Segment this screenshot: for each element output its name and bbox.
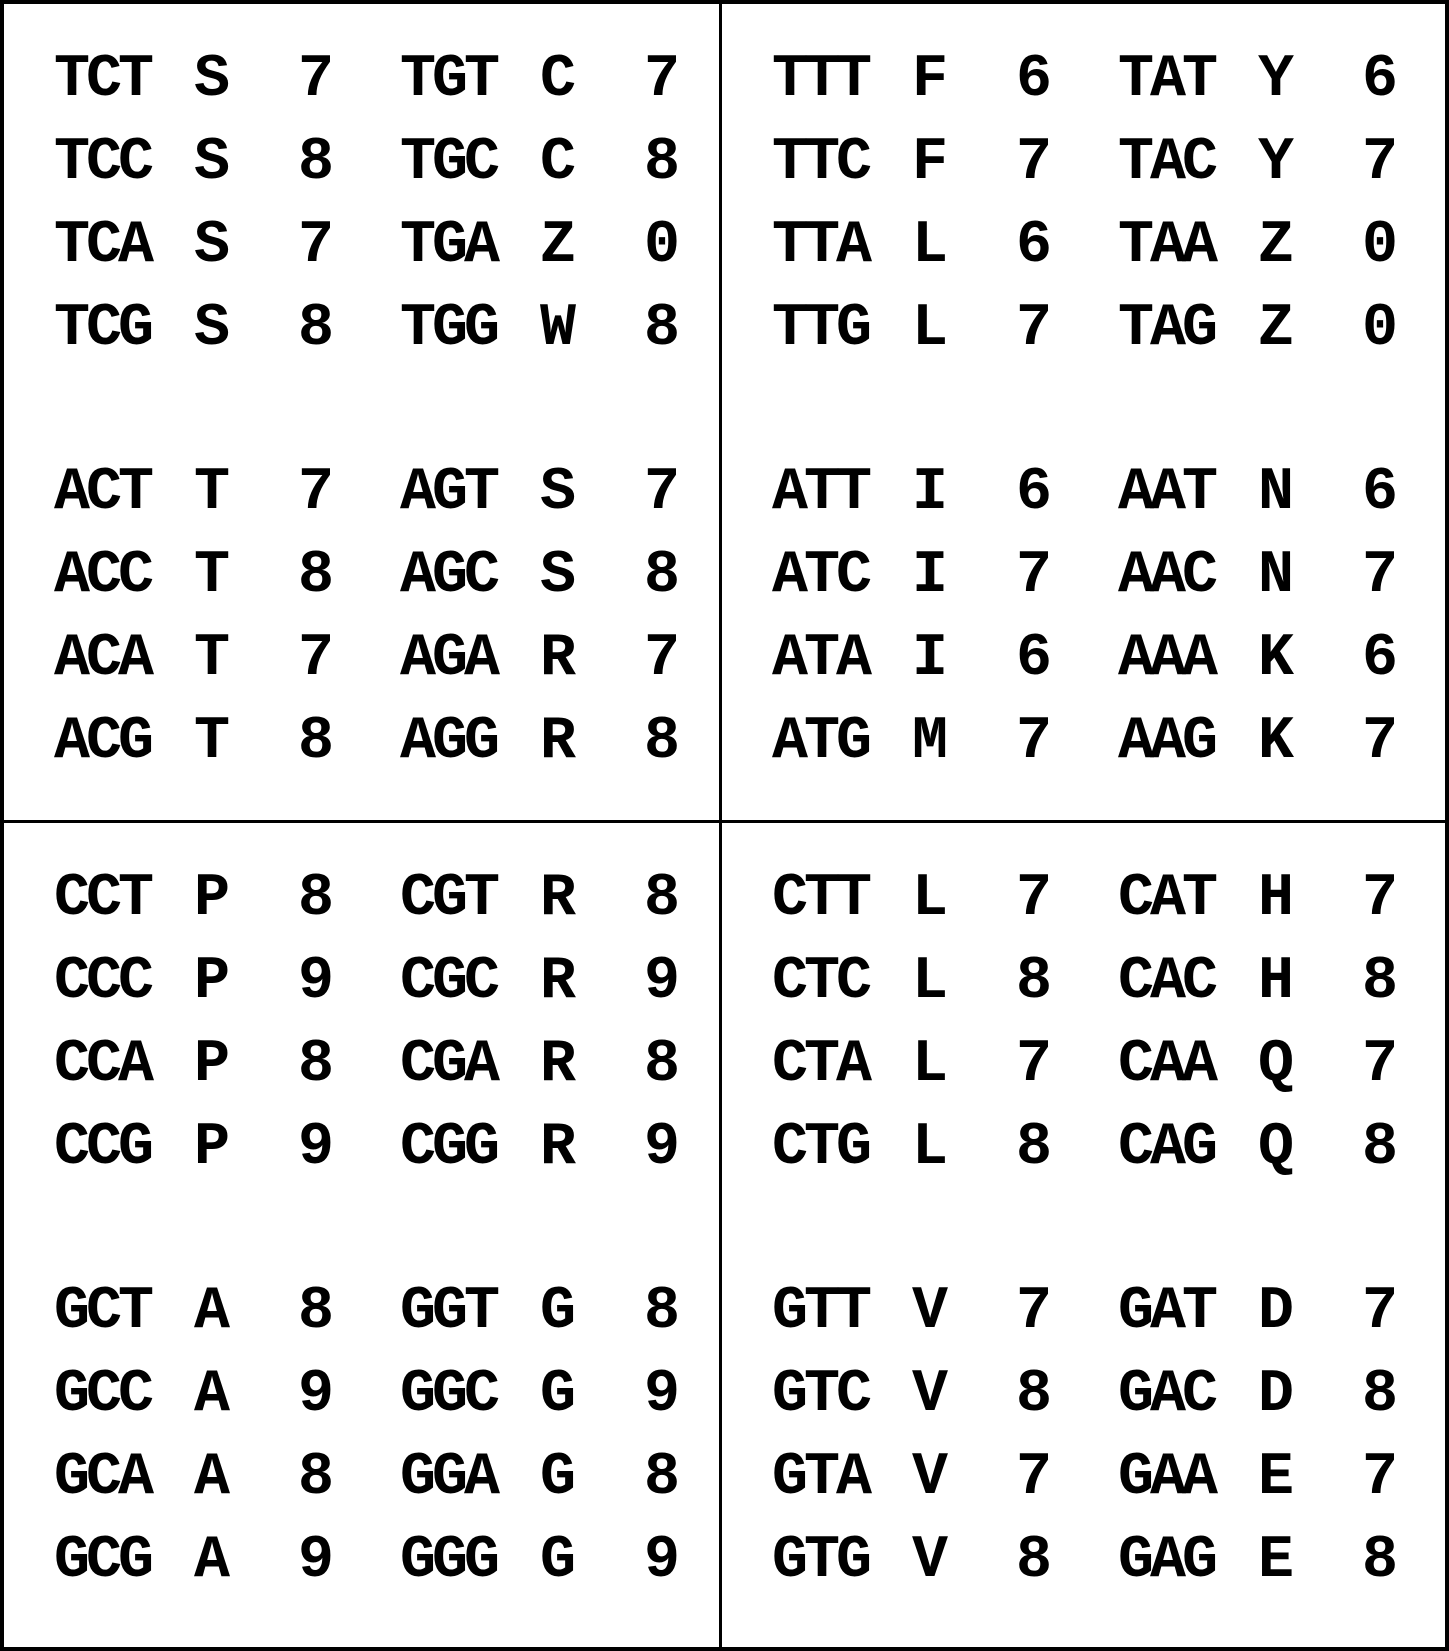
table-row: [4, 1271, 714, 1354]
codon-cell: CGC: [400, 948, 497, 1016]
value-cell: 8: [298, 1031, 335, 1099]
amino-acid-cell: V: [912, 1361, 949, 1429]
codon-cell: TTC: [772, 129, 869, 197]
value-cell: 7: [1016, 708, 1053, 776]
codon-cell: GAC: [1118, 1361, 1215, 1429]
amino-acid-cell: Y: [1258, 129, 1295, 197]
amino-acid-cell: I: [912, 459, 949, 527]
codon-cell: TGC: [400, 129, 497, 197]
codon-cell: CAT: [1118, 865, 1215, 933]
table-row: [722, 1520, 1432, 1603]
amino-acid-cell: P: [194, 1114, 231, 1182]
value-cell: 8: [644, 129, 681, 197]
amino-acid-cell: V: [912, 1527, 949, 1595]
value-cell: 7: [1362, 1031, 1399, 1099]
value-cell: 9: [298, 1361, 335, 1429]
value-cell: 7: [1016, 295, 1053, 363]
value-cell: 6: [1362, 625, 1399, 693]
value-cell: 7: [298, 212, 335, 280]
value-cell: 8: [1362, 1527, 1399, 1595]
table-row: [722, 1107, 1432, 1190]
amino-acid-cell: C: [540, 129, 577, 197]
value-cell: 6: [1016, 459, 1053, 527]
value-cell: 7: [298, 625, 335, 693]
codon-block: [4, 452, 714, 784]
codon-cell: GAG: [1118, 1527, 1215, 1595]
value-cell: 8: [298, 1278, 335, 1346]
codon-cell: TCC: [54, 129, 151, 197]
codon-cell: AAA: [1118, 625, 1215, 693]
amino-acid-cell: C: [540, 46, 577, 114]
value-cell: 7: [1362, 708, 1399, 776]
amino-acid-cell: T: [194, 625, 231, 693]
value-cell: 9: [298, 948, 335, 1016]
amino-acid-cell: L: [912, 295, 949, 363]
value-cell: 7: [1016, 542, 1053, 610]
value-cell: 7: [644, 459, 681, 527]
table-row: [4, 535, 714, 618]
table-row: [4, 941, 714, 1024]
amino-acid-cell: N: [1258, 542, 1295, 610]
amino-acid-cell: G: [540, 1278, 577, 1346]
codon-cell: ACT: [54, 459, 151, 527]
codon-cell: CCC: [54, 948, 151, 1016]
value-cell: 8: [644, 1278, 681, 1346]
value-cell: 8: [644, 1444, 681, 1512]
amino-acid-cell: D: [1258, 1361, 1295, 1429]
value-cell: 8: [644, 708, 681, 776]
value-cell: 7: [1362, 1278, 1399, 1346]
amino-acid-cell: S: [194, 212, 231, 280]
amino-acid-cell: R: [540, 1114, 577, 1182]
quadrant-top-right: [722, 4, 1432, 814]
amino-acid-cell: I: [912, 542, 949, 610]
amino-acid-cell: I: [912, 625, 949, 693]
codon-cell: TAC: [1118, 129, 1215, 197]
amino-acid-cell: Y: [1258, 46, 1295, 114]
value-cell: 7: [1016, 1278, 1053, 1346]
amino-acid-cell: S: [540, 542, 577, 610]
value-cell: 8: [298, 295, 335, 363]
value-cell: 7: [1016, 1444, 1053, 1512]
amino-acid-cell: R: [540, 948, 577, 1016]
table-row: [4, 1437, 714, 1520]
table-row: [722, 39, 1432, 122]
codon-cell: TCA: [54, 212, 151, 280]
amino-acid-cell: K: [1258, 708, 1295, 776]
value-cell: 8: [1016, 1361, 1053, 1429]
table-row: [722, 858, 1432, 941]
codon-cell: ATT: [772, 459, 869, 527]
table-row: [4, 1354, 714, 1437]
codon-cell: TGT: [400, 46, 497, 114]
amino-acid-cell: L: [912, 212, 949, 280]
amino-acid-cell: G: [540, 1527, 577, 1595]
value-cell: 8: [1016, 1527, 1053, 1595]
value-cell: 6: [1362, 46, 1399, 114]
codon-cell: TTT: [772, 46, 869, 114]
value-cell: 8: [298, 708, 335, 776]
amino-acid-cell: P: [194, 1031, 231, 1099]
value-cell: 8: [298, 542, 335, 610]
table-row: [4, 452, 714, 535]
table-row: [722, 288, 1432, 371]
amino-acid-cell: K: [1258, 625, 1295, 693]
value-cell: 7: [644, 46, 681, 114]
table-row: [722, 701, 1432, 784]
value-cell: 8: [1016, 1114, 1053, 1182]
codon-cell: GTA: [772, 1444, 869, 1512]
amino-acid-cell: S: [540, 459, 577, 527]
codon-cell: GGT: [400, 1278, 497, 1346]
table-row: [722, 452, 1432, 535]
codon-block: [722, 39, 1432, 371]
amino-acid-cell: R: [540, 708, 577, 776]
amino-acid-cell: Z: [1258, 295, 1295, 363]
value-cell: 9: [298, 1114, 335, 1182]
codon-cell: CGA: [400, 1031, 497, 1099]
codon-cell: TAA: [1118, 212, 1215, 280]
codon-cell: GTG: [772, 1527, 869, 1595]
codon-cell: GGG: [400, 1527, 497, 1595]
value-cell: 8: [1362, 1114, 1399, 1182]
codon-cell: AGG: [400, 708, 497, 776]
amino-acid-cell: L: [912, 865, 949, 933]
codon-block: [4, 858, 714, 1190]
value-cell: 6: [1016, 46, 1053, 114]
table-row: [722, 122, 1432, 205]
codon-cell: GCC: [54, 1361, 151, 1429]
table-row: [722, 205, 1432, 288]
value-cell: 7: [1016, 1031, 1053, 1099]
codon-cell: AGA: [400, 625, 497, 693]
value-cell: 7: [1362, 865, 1399, 933]
table-row: [722, 1437, 1432, 1520]
quadrant-top-left: [4, 4, 714, 814]
amino-acid-cell: P: [194, 865, 231, 933]
amino-acid-cell: A: [194, 1361, 231, 1429]
table-row: [722, 535, 1432, 618]
codon-cell: GTT: [772, 1278, 869, 1346]
table-row: [4, 1024, 714, 1107]
codon-cell: AGT: [400, 459, 497, 527]
value-cell: 0: [644, 212, 681, 280]
table-row: [722, 618, 1432, 701]
table-row: [722, 1271, 1432, 1354]
amino-acid-cell: Q: [1258, 1031, 1295, 1099]
value-cell: 7: [1362, 1444, 1399, 1512]
amino-acid-cell: A: [194, 1278, 231, 1346]
value-cell: 9: [644, 1527, 681, 1595]
amino-acid-cell: H: [1258, 948, 1295, 1016]
codon-cell: TCT: [54, 46, 151, 114]
codon-block: [4, 39, 714, 371]
table-row: [4, 1107, 714, 1190]
codon-cell: AAC: [1118, 542, 1215, 610]
amino-acid-cell: R: [540, 1031, 577, 1099]
value-cell: 7: [644, 625, 681, 693]
codon-cell: TTG: [772, 295, 869, 363]
amino-acid-cell: V: [912, 1278, 949, 1346]
codon-cell: GAA: [1118, 1444, 1215, 1512]
value-cell: 9: [644, 1361, 681, 1429]
codon-cell: CGG: [400, 1114, 497, 1182]
amino-acid-cell: G: [540, 1444, 577, 1512]
codon-cell: CGT: [400, 865, 497, 933]
amino-acid-cell: E: [1258, 1527, 1295, 1595]
amino-acid-cell: L: [912, 948, 949, 1016]
amino-acid-cell: T: [194, 708, 231, 776]
value-cell: 6: [1362, 459, 1399, 527]
codon-cell: ACC: [54, 542, 151, 610]
codon-cell: GAT: [1118, 1278, 1215, 1346]
table-row: [4, 701, 714, 784]
codon-cell: AGC: [400, 542, 497, 610]
amino-acid-cell: P: [194, 948, 231, 1016]
codon-cell: TAT: [1118, 46, 1215, 114]
amino-acid-cell: L: [912, 1114, 949, 1182]
codon-cell: GCG: [54, 1527, 151, 1595]
codon-block: [722, 452, 1432, 784]
codon-cell: GGA: [400, 1444, 497, 1512]
codon-cell: ACA: [54, 625, 151, 693]
codon-block: [722, 1271, 1432, 1603]
codon-block: [722, 858, 1432, 1190]
value-cell: 8: [644, 1031, 681, 1099]
codon-cell: ATC: [772, 542, 869, 610]
amino-acid-cell: G: [540, 1361, 577, 1429]
amino-acid-cell: F: [912, 46, 949, 114]
codon-cell: GCA: [54, 1444, 151, 1512]
table-row: [722, 1354, 1432, 1437]
table-row: [4, 39, 714, 122]
codon-cell: CTT: [772, 865, 869, 933]
codon-cell: CAA: [1118, 1031, 1215, 1099]
amino-acid-cell: N: [1258, 459, 1295, 527]
value-cell: 8: [644, 542, 681, 610]
table-row: [4, 858, 714, 941]
value-cell: 9: [644, 1114, 681, 1182]
value-cell: 8: [298, 129, 335, 197]
quadrant-bottom-left: [4, 823, 714, 1633]
value-cell: 6: [1016, 625, 1053, 693]
codon-cell: GGC: [400, 1361, 497, 1429]
amino-acid-cell: D: [1258, 1278, 1295, 1346]
codon-cell: CTG: [772, 1114, 869, 1182]
codon-cell: ATA: [772, 625, 869, 693]
codon-cell: TAG: [1118, 295, 1215, 363]
amino-acid-cell: A: [194, 1527, 231, 1595]
value-cell: 8: [1362, 1361, 1399, 1429]
value-cell: 7: [298, 46, 335, 114]
value-cell: 7: [298, 459, 335, 527]
codon-cell: CAC: [1118, 948, 1215, 1016]
codon-cell: CCT: [54, 865, 151, 933]
value-cell: 0: [1362, 212, 1399, 280]
codon-cell: ATG: [772, 708, 869, 776]
codon-block: [4, 1271, 714, 1603]
table-row: [4, 288, 714, 371]
value-cell: 0: [1362, 295, 1399, 363]
value-cell: 6: [1016, 212, 1053, 280]
amino-acid-cell: L: [912, 1031, 949, 1099]
amino-acid-cell: H: [1258, 865, 1295, 933]
amino-acid-cell: S: [194, 46, 231, 114]
amino-acid-cell: F: [912, 129, 949, 197]
amino-acid-cell: T: [194, 542, 231, 610]
amino-acid-cell: M: [912, 708, 949, 776]
codon-cell: GTC: [772, 1361, 869, 1429]
codon-cell: CTC: [772, 948, 869, 1016]
amino-acid-cell: Z: [1258, 212, 1295, 280]
amino-acid-cell: S: [194, 129, 231, 197]
table-row: [4, 1520, 714, 1603]
amino-acid-cell: A: [194, 1444, 231, 1512]
codon-cell: TGA: [400, 212, 497, 280]
amino-acid-cell: Z: [540, 212, 577, 280]
codon-cell: GCT: [54, 1278, 151, 1346]
value-cell: 8: [298, 865, 335, 933]
value-cell: 8: [644, 295, 681, 363]
codon-cell: CTA: [772, 1031, 869, 1099]
value-cell: 7: [1016, 129, 1053, 197]
codon-cell: AAG: [1118, 708, 1215, 776]
value-cell: 9: [644, 948, 681, 1016]
codon-cell: CCA: [54, 1031, 151, 1099]
amino-acid-cell: W: [540, 295, 577, 363]
amino-acid-cell: Q: [1258, 1114, 1295, 1182]
value-cell: 8: [644, 865, 681, 933]
amino-acid-cell: T: [194, 459, 231, 527]
table-row: [4, 122, 714, 205]
amino-acid-cell: R: [540, 625, 577, 693]
value-cell: 7: [1362, 129, 1399, 197]
table-row: [722, 941, 1432, 1024]
codon-cell: TCG: [54, 295, 151, 363]
value-cell: 9: [298, 1527, 335, 1595]
codon-cell: AAT: [1118, 459, 1215, 527]
amino-acid-cell: S: [194, 295, 231, 363]
codon-cell: TGG: [400, 295, 497, 363]
value-cell: 7: [1016, 865, 1053, 933]
amino-acid-cell: V: [912, 1444, 949, 1512]
codon-cell: CAG: [1118, 1114, 1215, 1182]
codon-cell: CCG: [54, 1114, 151, 1182]
table-row: [4, 618, 714, 701]
value-cell: 8: [1362, 948, 1399, 1016]
table-row: [722, 1024, 1432, 1107]
amino-acid-cell: E: [1258, 1444, 1295, 1512]
value-cell: 8: [298, 1444, 335, 1512]
codon-cell: ACG: [54, 708, 151, 776]
quadrant-bottom-right: [722, 823, 1432, 1633]
codon-cell: TTA: [772, 212, 869, 280]
amino-acid-cell: R: [540, 865, 577, 933]
value-cell: 7: [1362, 542, 1399, 610]
table-row: [4, 205, 714, 288]
value-cell: 8: [1016, 948, 1053, 1016]
